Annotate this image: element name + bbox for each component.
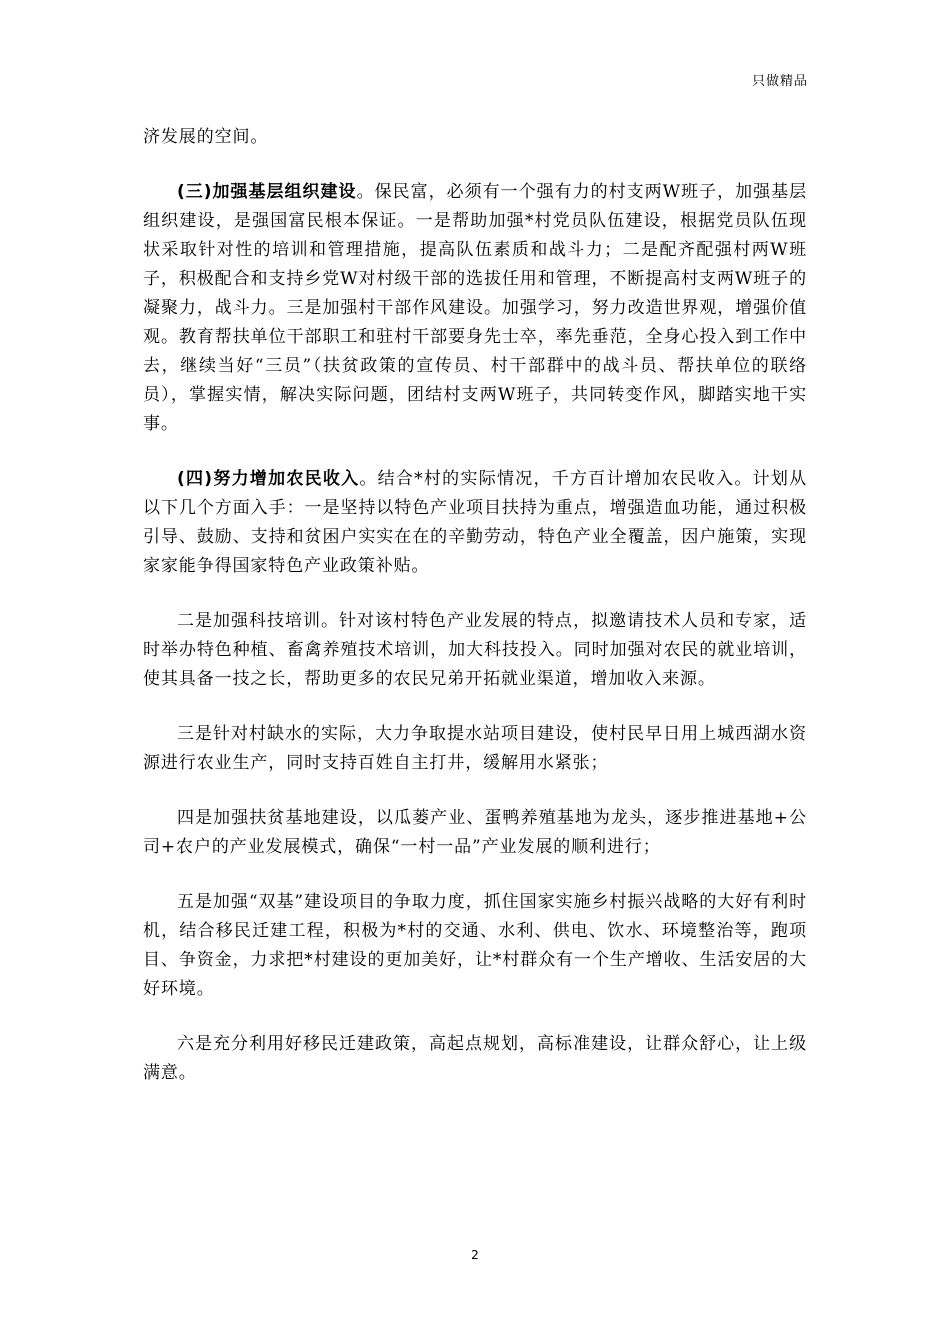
item-six-text: 六是充分利用好移民迁建政策，高起点规划，高标准建设，让群众舒心，让上级满意。	[143, 1034, 807, 1083]
item-two-text: 二是加强科技培训。针对该村特色产业发展的特点，拟邀请技术人员和专家，适时举办特色种植、畜禽养殖技术培训，加大科技投入。同时加强对农民的就业培训，使其具备一技之长，帮助更多的农民兄弟开拓就业渠道，增加收入来源。	[143, 611, 807, 689]
item-five-text: 五是加强“双基”建设项目的争取力度，抓住国家实施乡村振兴战略的大好有利时机，结合移民迁建工程，积极为*村的交通、水利、供电、饮水、环境整治等，跑项目、争资金，力求把*村建设的更加美好，让*村群众有一个生产增收、生活安居的大好环境。	[143, 892, 807, 999]
item-three-paragraph	[143, 720, 807, 778]
section-four-paragraph	[143, 465, 807, 581]
page-number: 2	[471, 1248, 479, 1262]
document-body	[143, 123, 807, 1114]
section-four-text: 。结合*村的实际情况，千方百计增加农民收入。计划从以下几个方面入手：一是坚持以特色产业项目扶持为重点，增强造血功能，通过积极引导、鼓励、支持和贫困户实实在在的辛勤劳动，特色产业全覆盖，因户施策，实现家家能争得国家特色产业政策补贴。	[143, 469, 807, 576]
section-four-heading: (四)努力增加农民收入	[177, 469, 360, 489]
section-three-heading: (三)加强基层组织建设	[177, 182, 357, 202]
item-six-paragraph	[143, 1030, 807, 1088]
item-four-text: 四是加强扶贫基地建设，以瓜蒌产业、蛋鸭养殖基地为龙头，逐步推进基地+公司+农户的产业发展模式，确保“一村一品”产业发展的顺利进行；	[143, 808, 807, 857]
item-two-paragraph	[143, 607, 807, 694]
item-four-paragraph	[143, 804, 807, 862]
paragraph-continuation	[143, 123, 807, 152]
section-three-paragraph	[143, 178, 807, 439]
item-five-paragraph	[143, 888, 807, 1004]
paragraph-text: 济发展的空间。	[143, 127, 269, 147]
header-note: 只做精品	[751, 74, 808, 89]
section-three-text: 。保民富，必须有一个强有力的村支两W班子，加强基层组织建设，是强国富民根本保证。一是帮助加强*村党员队伍建设，根据党员队伍现状采取针对性的培训和管理措施，提高队伍素质和战斗力；二是配齐配强村两W班子，积极配合和支持乡党W对村级干部的选拔任用和管理，不断提高村支两W班子的凝聚力，战斗力。三是加强村干部作风建设。加强学习，努力改造世界观，增强价值观。教育帮扶单位干部职工和驻村干部要身先士卒，率先垂范，全身心投入到工作中去，继续当好“三员”（扶贫政策的宣传员、村干部群中的战斗员、帮扶单位的联络员），掌握实情，解决实际问题，团结村支两W班子，共同转变作风，脚踏实地干实事。	[143, 182, 807, 434]
item-three-text: 三是针对村缺水的实际，大力争取提水站项目建设，使村民早日用上城西湖水资源进行农业生产，同时支持百姓自主打井，缓解用水紧张；	[143, 724, 807, 773]
